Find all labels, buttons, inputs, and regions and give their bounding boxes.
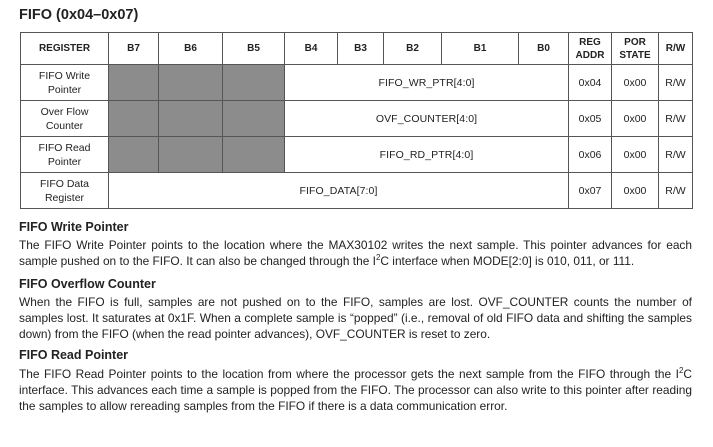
header-rw: R/W (659, 33, 693, 65)
superscript: 2 (375, 253, 381, 263)
register-name: FIFO Data Register (21, 173, 109, 209)
reserved-bit-cell (223, 137, 285, 173)
section-heading-write-pointer: FIFO Write Pointer (19, 220, 129, 234)
header-b5: B5 (223, 33, 285, 65)
reserved-bit-cell (109, 65, 159, 101)
section-text-overflow-counter: When the FIFO is full, samples are not pushed on to the FIFO, samples are lost. OVF_COUNTER counts the number of samples lost. It saturates at 0x1F. When a complete sample is “popped” (i.e., removal of old FIFO data and shifting the samples down) from the FIFO (when the read pointer advances), OVF_COUNTER is reset to zero. (19, 295, 692, 342)
por-state-cell: 0x00 (612, 65, 659, 101)
register-field: FIFO_WR_PTR[4:0] (285, 65, 569, 101)
rw-cell: R/W (659, 101, 693, 137)
register-name: FIFO Write Pointer (21, 65, 109, 101)
reserved-bit-cell (109, 101, 159, 137)
header-b3: B3 (338, 33, 384, 65)
header-b4: B4 (285, 33, 338, 65)
reserved-bit-cell (159, 101, 223, 137)
reg-addr-cell: 0x07 (569, 173, 612, 209)
reserved-bit-cell (159, 137, 223, 173)
section-text-read-pointer (19, 366, 692, 415)
reserved-bit-cell (223, 101, 285, 137)
table-row (21, 65, 693, 101)
reg-addr-cell: 0x06 (569, 137, 612, 173)
register-field: FIFO_RD_PTR[4:0] (285, 137, 569, 173)
header-register: REGISTER (21, 33, 109, 65)
header-b1: B1 (442, 33, 519, 65)
section-text-part: C interface. This advances each time a sample is popped from the FIFO. The processor can also write to this pointer after reading the samples to allow rereading samples from the FIFO if there is a data communication error. (19, 367, 692, 414)
reserved-bit-cell (159, 65, 223, 101)
table-row (21, 137, 693, 173)
rw-cell: R/W (659, 137, 693, 173)
reg-addr-cell: 0x05 (569, 101, 612, 137)
section-text-part: C interface when MODE[2:0] is 010, 011, or 111. (380, 254, 635, 269)
por-state-cell: 0x00 (612, 137, 659, 173)
superscript: 2 (678, 366, 684, 375)
rw-cell: R/W (659, 173, 693, 209)
table-row (21, 173, 693, 209)
section-text-part: The FIFO Write Pointer points to the location where the MAX30102 writes the next sample. This pointer advances for each sample pushed on to the FIFO. It can also be changed through the I (19, 238, 692, 269)
table-row (21, 101, 693, 137)
header-b7: B7 (109, 33, 159, 65)
section-heading-read-pointer: FIFO Read Pointer (19, 348, 129, 362)
section-text-write-pointer (19, 237, 692, 269)
por-state-cell: 0x00 (612, 101, 659, 137)
header-reg-addr: REG ADDR (569, 33, 612, 65)
header-b6: B6 (159, 33, 223, 65)
reserved-bit-cell (223, 65, 285, 101)
section-text-part: The FIFO Read Pointer points to the location from where the processor gets the next sample from the FIFO through the I (19, 367, 679, 381)
section-heading-overflow-counter: FIFO Overflow Counter (19, 277, 156, 291)
register-field: FIFO_DATA[7:0] (109, 173, 569, 209)
register-table (20, 32, 693, 209)
rw-cell: R/W (659, 65, 693, 101)
page-title: FIFO (0x04–0x07) (19, 7, 139, 23)
register-field: OVF_COUNTER[4:0] (285, 101, 569, 137)
por-state-cell: 0x00 (612, 173, 659, 209)
register-name: FIFO Read Pointer (21, 137, 109, 173)
header-b2: B2 (384, 33, 442, 65)
header-por-state: POR STATE (612, 33, 659, 65)
register-name: Over Flow Counter (21, 101, 109, 137)
reg-addr-cell: 0x04 (569, 65, 612, 101)
table-header-row (21, 33, 693, 65)
reserved-bit-cell (109, 137, 159, 173)
header-b0: B0 (519, 33, 569, 65)
